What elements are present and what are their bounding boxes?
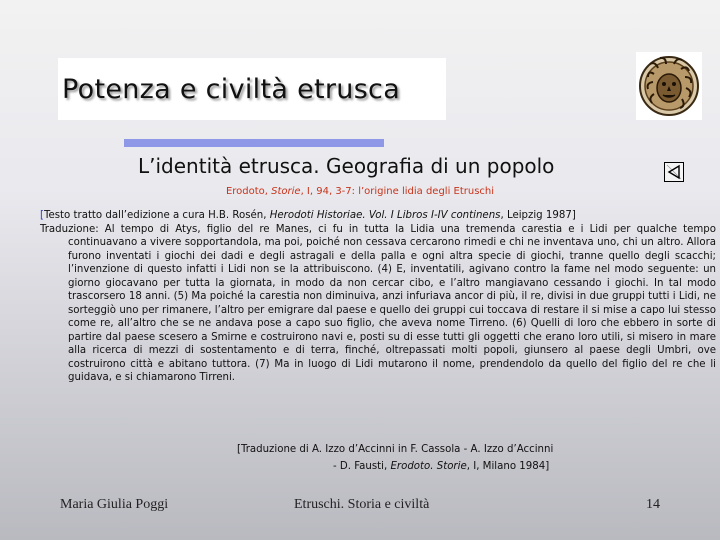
footer-author: Maria Giulia Poggi bbox=[60, 497, 169, 512]
etruscan-coin-head-icon bbox=[636, 52, 702, 120]
edition-work-title: Herodoti Historiae. Vol. I Libros I-IV continens bbox=[269, 210, 501, 221]
edition-place-year: , Leipzig 1987] bbox=[500, 210, 576, 221]
accent-bar bbox=[124, 139, 384, 147]
open-bracket: [ bbox=[40, 210, 44, 221]
edition-citation bbox=[40, 209, 716, 223]
footer-course: Etruschi. Storia e civiltà bbox=[294, 497, 430, 512]
back-triangle-icon[interactable] bbox=[664, 162, 684, 182]
credit-work-title: Erodoto. Storie bbox=[390, 461, 467, 472]
translation-credit-line-2 bbox=[333, 461, 549, 472]
translation-credit-line-1: [Traduzione di A. Izzo d’Accinni in F. Cassola - A. Izzo d’Accinni bbox=[237, 444, 554, 455]
source-passage: , I, 94, 3-7: l’origine lidia degli Etruschi bbox=[300, 186, 495, 197]
body-text bbox=[40, 209, 716, 385]
source-reference bbox=[0, 186, 720, 197]
footer-page-number: 14 bbox=[646, 497, 660, 512]
credit-place-year: , I, Milano 1984] bbox=[466, 461, 550, 472]
edition-text: Testo tratto dall’edizione a cura H.B. Rosén, bbox=[43, 210, 270, 221]
slide-title: Potenza e civiltà etrusca bbox=[62, 74, 401, 105]
credit-authors: - D. Fausti, bbox=[333, 461, 391, 472]
source-work-title: Storie bbox=[271, 186, 301, 197]
slide-subtitle: L’identità etrusca. Geografia di un popolo bbox=[138, 154, 555, 178]
source-author: Erodoto, bbox=[225, 186, 272, 197]
translation-paragraph: Traduzione: Al tempo di Atys, figlio del re Manes, ci fu in tutta la Lidia una tremenda carestia e i Lidi per qualche tempo continuavano a vivere sopportandola, ma poi, poiché non cessava cercarono rimedi e chi ne inventava uno, chi un altro. Allora furono inventati i giochi dei dadi e degli astragali e della palla e ogni altra specie di giochi, tranne quello degli scacchi; l’invenzione di questo infatti i Lidi non se la attribuiscono. (4) E, inventatili, agivano contro la fame nel modo seguente: un giorno giocavano per tutta la giornata, in modo da non cercar cibo, e l’altro mangiavano cessando i giochi. In tal modo trascorsero 18 anni. (5) Ma poiché la carestia non diminuiva, anzi infuriava ancor di più, il re, divisi in due gruppi tutti i Lidi, ne sorteggiò uno per rimanere, l’altro per emigrare dal paese e quello dei gruppi cui toccava di restare il si mise a capo lui stesso come re, all’altro che se ne andava pose a capo suo figlio, che aveva nome Tirreno. (6) Quelli di loro che ebbero in sorte di partire dal paese scesero a Smirne e costruirono navi e, posti su di esse tutti gli oggetti che erano loro utili, si misero in mare alla ricerca di mezzi di sostentamento e di terra, finché, oltrepassati molti popoli, giunsero al paese degli Umbri, ove costruirono città e abitano tuttora. (7) Ma in luogo di Lidi mutarono il nome, prendendolo da quello del figlio del re che li guidava, e si chiamarono Tirreni. bbox=[40, 223, 716, 383]
